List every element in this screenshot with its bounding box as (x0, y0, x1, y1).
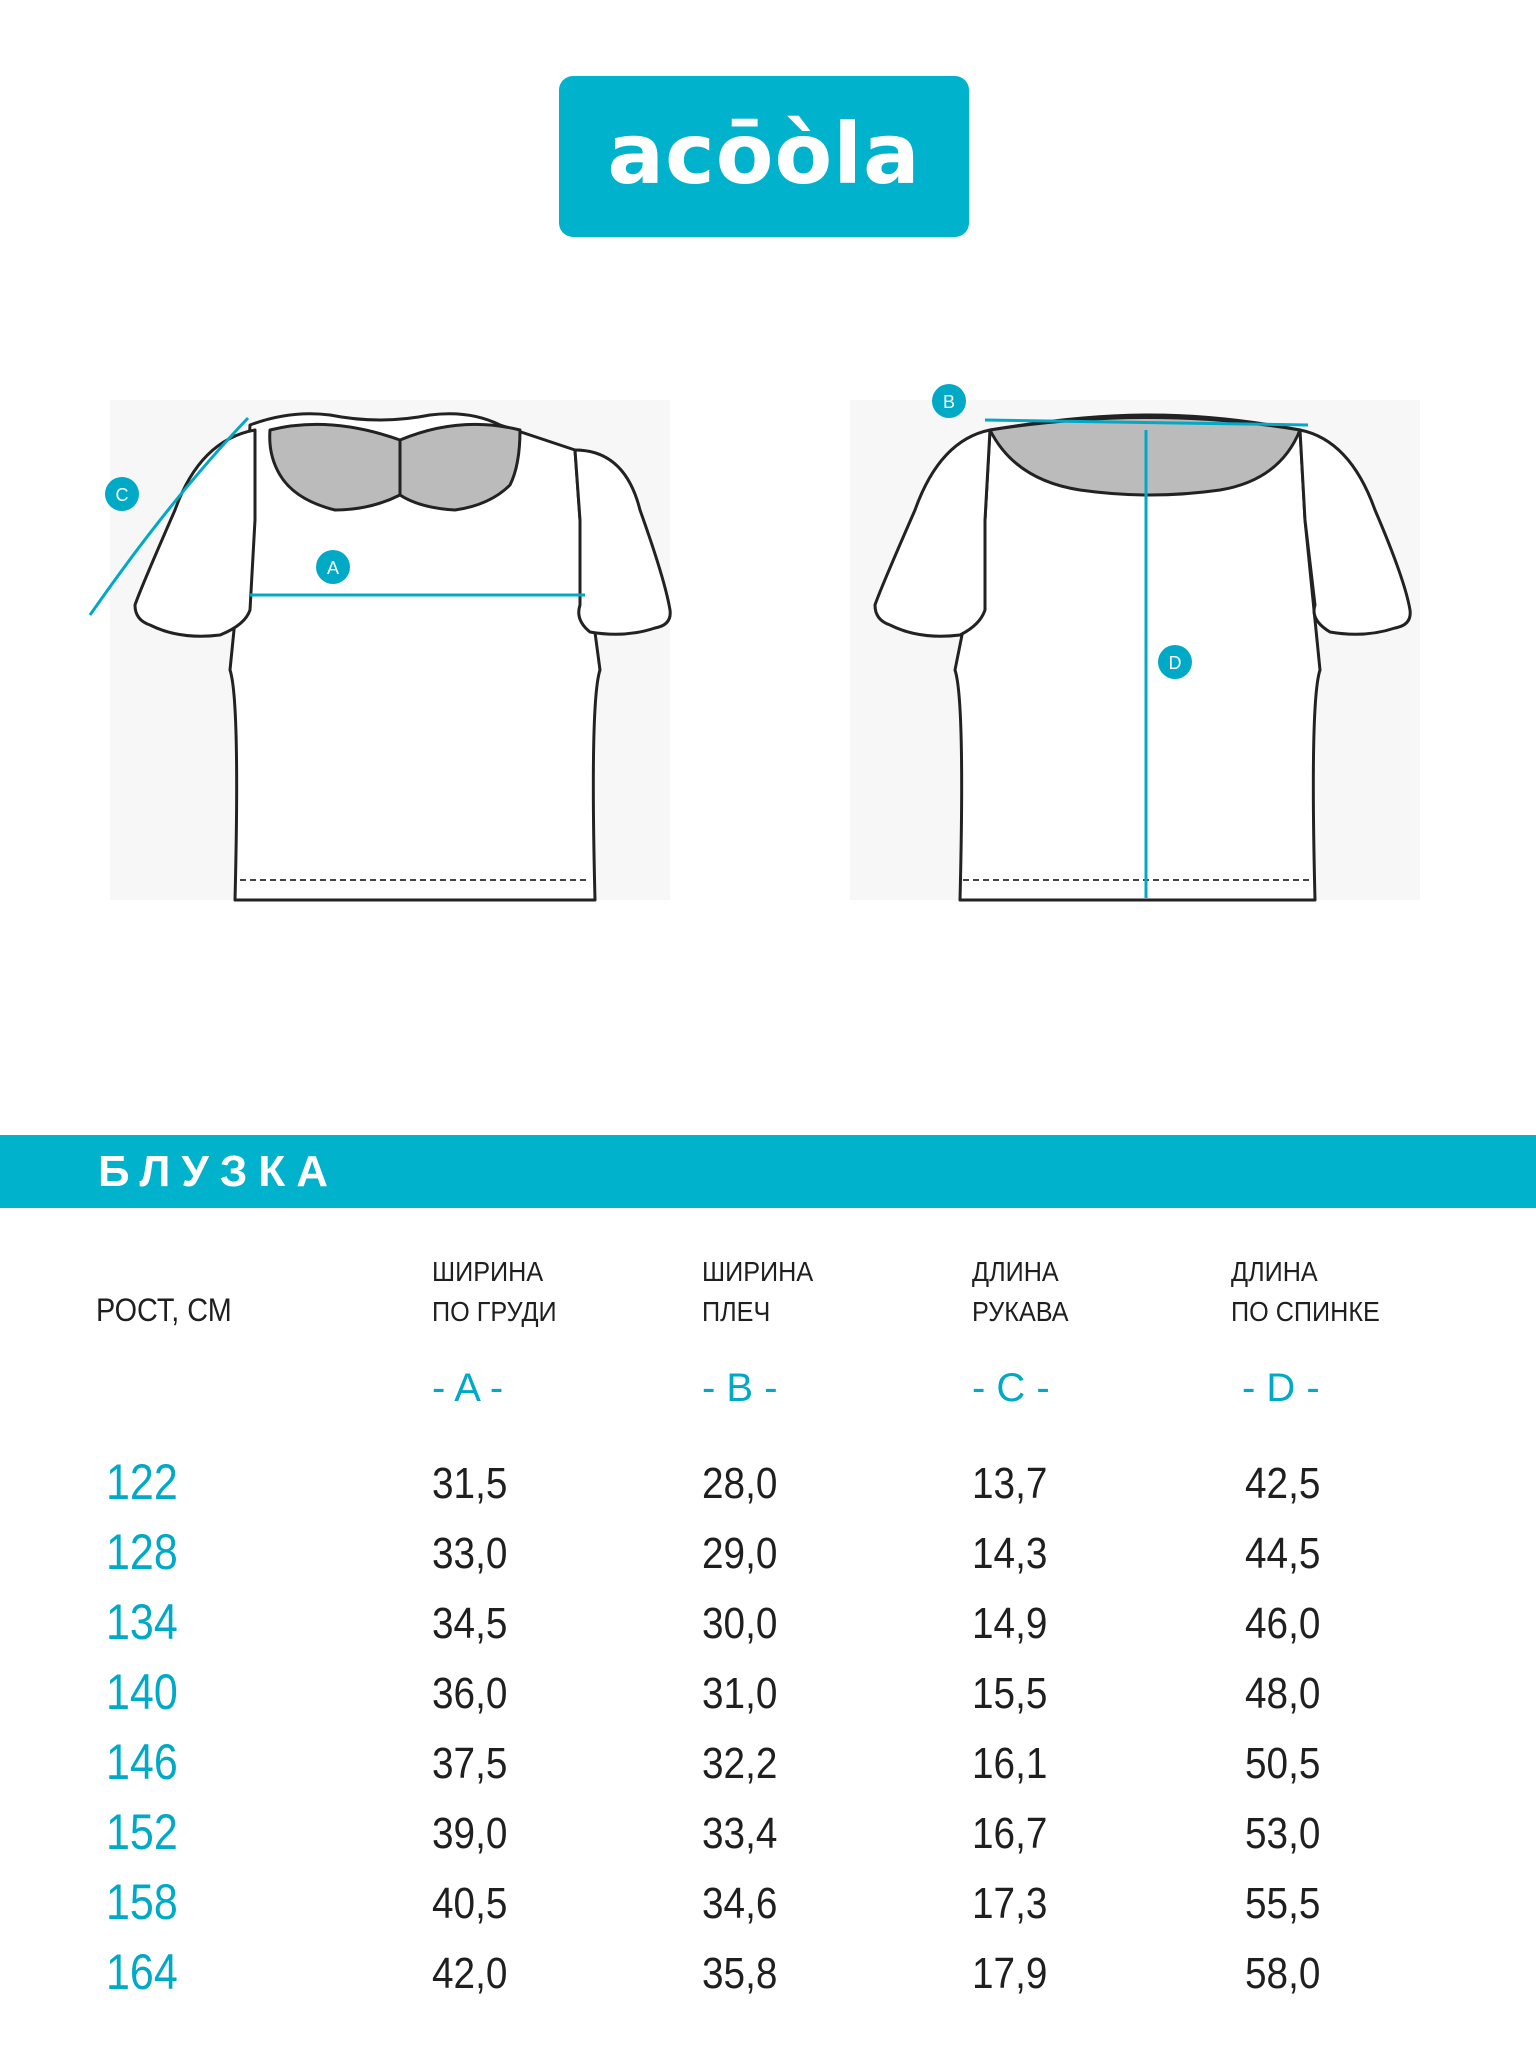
row-back: 55,5 (1245, 1879, 1321, 1928)
row-height: 134 (106, 1594, 178, 1650)
section-header-band (0, 1135, 1536, 1208)
row-sleeve: 14,9 (972, 1599, 1048, 1648)
row-sleeve: 16,1 (972, 1739, 1048, 1788)
row-back: 53,0 (1245, 1809, 1321, 1858)
row-back: 50,5 (1245, 1739, 1321, 1788)
row-back: 42,5 (1245, 1459, 1321, 1508)
row-chest: 39,0 (432, 1809, 508, 1858)
back-view-drawing (820, 370, 1460, 930)
height-column-header (96, 1290, 232, 1330)
row-sleeve: 13,7 (972, 1459, 1048, 1508)
row-height: 152 (106, 1804, 178, 1860)
row-back: 48,0 (1245, 1669, 1321, 1718)
letter-a: - A - (432, 1366, 504, 1410)
row-chest: 31,5 (432, 1459, 508, 1508)
col-sleeve-line2: РУКАВА (972, 1296, 1069, 1327)
row-chest: 40,5 (432, 1879, 508, 1928)
row-height: 164 (106, 1944, 178, 2000)
col-sleeve-line1: ДЛИНА (972, 1256, 1059, 1287)
row-shoulders: 32,2 (702, 1739, 778, 1788)
row-back: 44,5 (1245, 1529, 1321, 1578)
column-header-chest (432, 1252, 557, 1332)
row-height: 128 (106, 1524, 178, 1580)
section-title: БЛУЗКА (98, 1147, 339, 1196)
row-height: 122 (106, 1454, 178, 1510)
label-a: A (326, 558, 340, 578)
row-shoulders: 34,6 (702, 1879, 778, 1928)
col-chest-line1: ШИРИНА (432, 1256, 544, 1287)
row-height: 158 (106, 1874, 178, 1930)
row-shoulders: 30,0 (702, 1599, 778, 1648)
row-shoulders: 31,0 (702, 1669, 778, 1718)
height-header-label: РОСТ, СМ (96, 1292, 232, 1328)
row-back: 58,0 (1245, 1949, 1321, 1998)
letter-b: - B - (702, 1366, 778, 1410)
row-sleeve: 16,7 (972, 1809, 1048, 1858)
letter-d: - D - (1242, 1366, 1320, 1410)
front-view-drawing (80, 370, 720, 930)
label-b: B (942, 392, 956, 412)
row-shoulders: 35,8 (702, 1949, 778, 1998)
row-sleeve: 17,9 (972, 1949, 1048, 1998)
label-c: C (115, 485, 129, 505)
col-chest-line2: ПО ГРУДИ (432, 1296, 557, 1327)
row-height: 140 (106, 1664, 178, 1720)
back-view-sketch (820, 370, 1460, 930)
row-sleeve: 15,5 (972, 1669, 1048, 1718)
row-sleeve: 17,3 (972, 1879, 1048, 1928)
row-back: 46,0 (1245, 1599, 1321, 1648)
brand-logo (559, 76, 969, 237)
row-chest: 37,5 (432, 1739, 508, 1788)
col-shoulders-line2: ПЛЕЧ (702, 1296, 771, 1327)
letter-c: - C - (972, 1366, 1050, 1410)
row-sleeve: 14,3 (972, 1529, 1048, 1578)
column-header-back (1231, 1252, 1380, 1332)
row-chest: 42,0 (432, 1949, 508, 1998)
row-chest: 36,0 (432, 1669, 508, 1718)
row-height: 146 (106, 1734, 178, 1790)
brand-logo-text: acōòla (607, 104, 921, 203)
col-back-line2: ПО СПИНКЕ (1231, 1296, 1380, 1327)
row-chest: 34,5 (432, 1599, 508, 1648)
row-shoulders: 28,0 (702, 1459, 778, 1508)
label-d: D (1168, 653, 1182, 673)
row-shoulders: 33,4 (702, 1809, 778, 1858)
col-shoulders-line1: ШИРИНА (702, 1256, 814, 1287)
row-shoulders: 29,0 (702, 1529, 778, 1578)
row-chest: 33,0 (432, 1529, 508, 1578)
front-view-sketch (80, 370, 720, 930)
column-header-shoulders (702, 1252, 813, 1332)
col-back-line1: ДЛИНА (1231, 1256, 1318, 1287)
column-header-sleeve (972, 1252, 1069, 1332)
